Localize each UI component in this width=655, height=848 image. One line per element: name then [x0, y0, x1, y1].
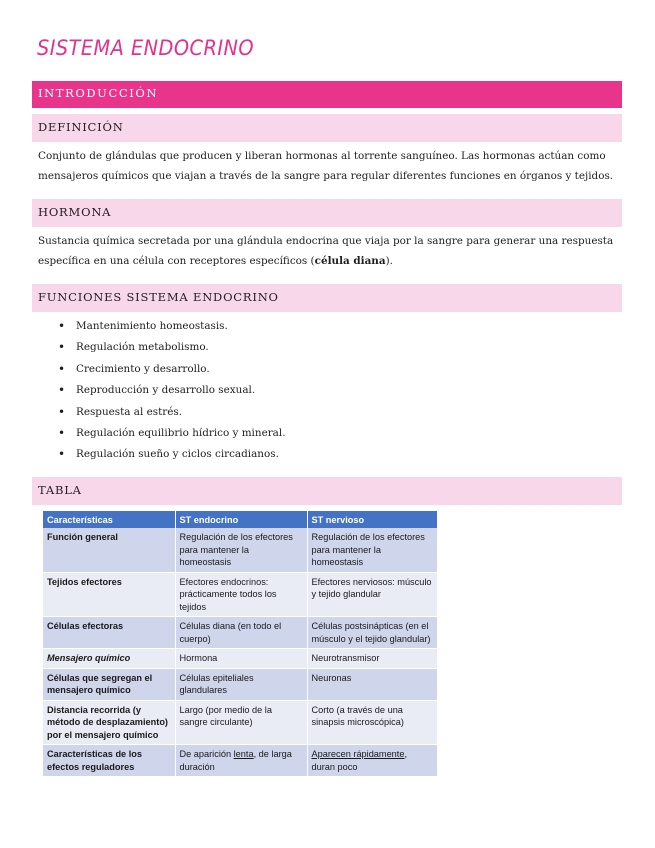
section-header-funciones: FUNCIONES SISTEMA ENDOCRINO [32, 284, 622, 312]
definicion-paragraph: Conjunto de glándulas que producen y liberan hormonas al torrente sanguíneo. Las hormonas actúan como mensajeros químicos que viajan a través de la sangre para regular diferentes funciones en órganos y tejidos. [38, 150, 614, 182]
table-row [43, 572, 438, 617]
table-cell: Corto (a través de una sinapsis microscópica) [307, 700, 438, 745]
list-item: • Respuesta al estrés. [58, 402, 286, 423]
section-header-introduccion: INTRODUCCIÓN [32, 81, 622, 108]
hormona-paragraph [38, 231, 622, 271]
table-cell: Células epiteliales glandulares [175, 668, 307, 700]
column-header: ST endocrino [175, 511, 307, 528]
table-cell [307, 745, 438, 777]
column-header: ST nervioso [307, 511, 438, 528]
table-cell: Células diana (en todo el cuerpo) [175, 617, 307, 649]
cell-text-underlined: Aparecen rápidamente [311, 749, 405, 759]
list-item: • Regulación sueño y ciclos circadianos. [58, 444, 286, 465]
table-cell: Largo (por medio de la sangre circulante) [175, 700, 307, 745]
table-cell: Regulación de los efectores para mantener la homeostasis [307, 528, 438, 572]
list-item: • Regulación equilibrio hídrico y mineral. [58, 423, 286, 444]
row-header: Distancia recorrida (y método de desplazamiento) por el mensajero químico [43, 700, 175, 745]
hormona-text-bold: célula diana [314, 255, 386, 267]
table-cell: Efectores nerviosos: músculo y tejido glandular [307, 572, 438, 617]
column-header: Características [43, 511, 175, 528]
comparison-table [43, 511, 438, 777]
table-cell [175, 745, 307, 777]
hormona-text-before: Sustancia química secretada por una glándula endocrina que viaja por la sangre para generar una respuesta específica en una célula con receptores específicos ( [38, 235, 614, 267]
row-header: Tejidos efectores [43, 572, 175, 617]
table-cell: Neurotransmisor [307, 649, 438, 669]
table-cell: Regulación de los efectores para mantener la homeostasis [175, 528, 307, 572]
cell-text: De aparición [179, 749, 234, 759]
list-item: • Reproducción y desarrollo sexual. [58, 380, 286, 401]
list-item: • Mantenimiento homeostasis. [58, 316, 286, 337]
row-header: Células efectoras [43, 617, 175, 649]
table-cell: Células postsinápticas (en el músculo y el tejido glandular) [307, 617, 438, 649]
table-row [43, 700, 438, 745]
list-item: • Regulación metabolismo. [58, 337, 286, 358]
row-header: Células que segregan el mensajero químico [43, 668, 175, 700]
table-header-row [43, 511, 438, 528]
table-cell: Hormona [175, 649, 307, 669]
table-row [43, 528, 438, 572]
page-title: SISTEMA ENDOCRINO [37, 36, 255, 60]
section-header-definicion: DEFINICIÓN [32, 114, 622, 142]
hormona-text-after: ). [385, 255, 393, 267]
cell-text-underlined: lenta [233, 749, 254, 759]
cell-text: , de larga duración [179, 749, 292, 772]
funciones-list [58, 316, 286, 466]
table-row [43, 617, 438, 649]
row-header: Mensajero químico [43, 649, 175, 669]
row-header: Características de los efectos reguladores [43, 745, 175, 777]
table-row [43, 649, 438, 669]
section-header-hormona: HORMONA [32, 199, 622, 227]
cell-text: , duran poco [311, 749, 408, 772]
table-row [43, 745, 438, 777]
table-row [43, 668, 438, 700]
row-header: Función general [43, 528, 175, 572]
section-header-tabla: TABLA [32, 477, 622, 505]
list-item: • Crecimiento y desarrollo. [58, 359, 286, 380]
table-cell: Neuronas [307, 668, 438, 700]
table-cell: Efectores endocrinos: prácticamente todos los tejidos [175, 572, 307, 617]
